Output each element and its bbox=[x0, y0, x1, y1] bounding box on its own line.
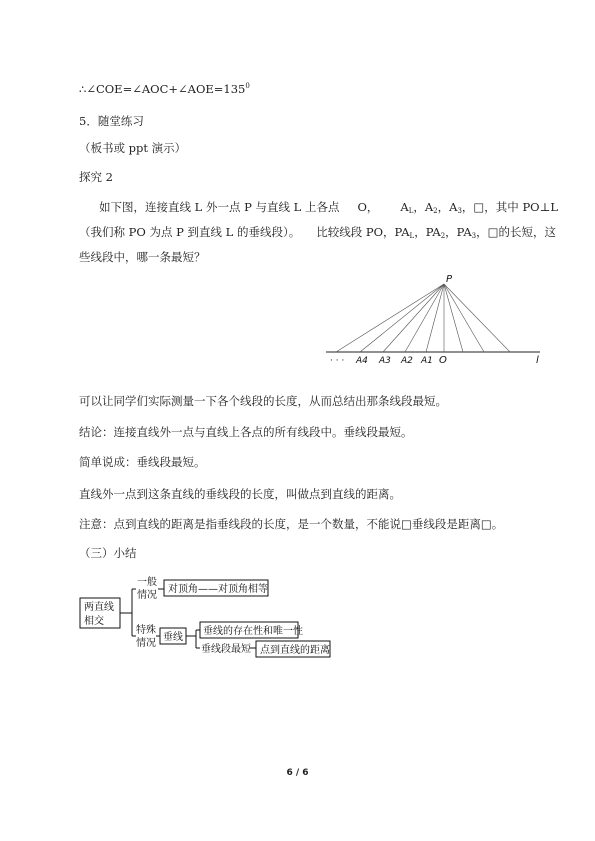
equation-line: $\therefore\angle COE=\angle AOC+\angle AOE=135^0$ bbox=[79, 82, 250, 96]
box3-text: 点到直线的距离 bbox=[260, 645, 330, 656]
label-dots: · · · bbox=[330, 356, 345, 366]
distance-definition: 直线外一点到这条直线的垂线段的长度，叫做点到直线的距离。 bbox=[79, 487, 401, 501]
box1-text: 对顶角——对顶角相等 bbox=[168, 584, 268, 595]
branch1-label-1: 一般 bbox=[137, 577, 157, 588]
label-p: P bbox=[446, 274, 453, 285]
note: 注意：点到直线的距离是指垂线段的长度，是一个数量，不能说□垂线段是距离□。 bbox=[79, 517, 504, 531]
branch1-label-2: 情况 bbox=[137, 590, 157, 601]
section-heading-summary: （三）小结 bbox=[79, 546, 137, 560]
label-l: l bbox=[536, 355, 539, 366]
box2-text: 垂线的存在性和唯一性 bbox=[203, 626, 303, 637]
perp-box-text: 垂线 bbox=[163, 632, 183, 643]
root-label-2: 相交 bbox=[84, 616, 104, 627]
section-heading-practice: 5．随堂练习 bbox=[79, 114, 144, 128]
paragraph-line-3: 些线段中，哪一条最短？ bbox=[79, 250, 206, 264]
branch2-label-1: 特殊 bbox=[136, 625, 156, 636]
paragraph-line-1: 如下图，连接直线 L 外一点 P 与直线 L 上各点 O， $A_L$，$A_2$，$A_3$，□，其中 PO⊥L bbox=[99, 200, 559, 215]
conclusion: 结论：连接直线外一点与直线上各点的所有线段中。垂线段最短。 bbox=[79, 425, 413, 439]
paragraph-line-2: （我们称 PO 为点 P 到直线 L 的垂线段）。 比较线段 PO，$PA_L$，$PA_2$，$PA_3$，□的长短，这 bbox=[79, 225, 557, 240]
branch2-label-2: 情况 bbox=[136, 638, 156, 649]
simple-statement: 简单说成：垂线段最短。 bbox=[79, 455, 206, 469]
label-a4: A4 bbox=[356, 356, 368, 366]
measure-suggestion: 可以让同学们实际测量一下各个线段的长度，从而总结出那条线段最短。 bbox=[79, 394, 447, 408]
root-label-1: 两直线 bbox=[84, 602, 114, 613]
practice-note: （板书或 ppt 演示） bbox=[79, 141, 187, 155]
label-a2: A2 bbox=[401, 356, 413, 366]
label-o: O bbox=[439, 355, 447, 366]
label-a1: A1 bbox=[421, 356, 433, 366]
label-a3: A3 bbox=[379, 356, 391, 366]
page-number: 6 / 6 bbox=[286, 768, 309, 778]
sub-label: 垂线段最短 bbox=[201, 644, 251, 655]
section-heading-explore: 探究 2 bbox=[79, 170, 113, 184]
